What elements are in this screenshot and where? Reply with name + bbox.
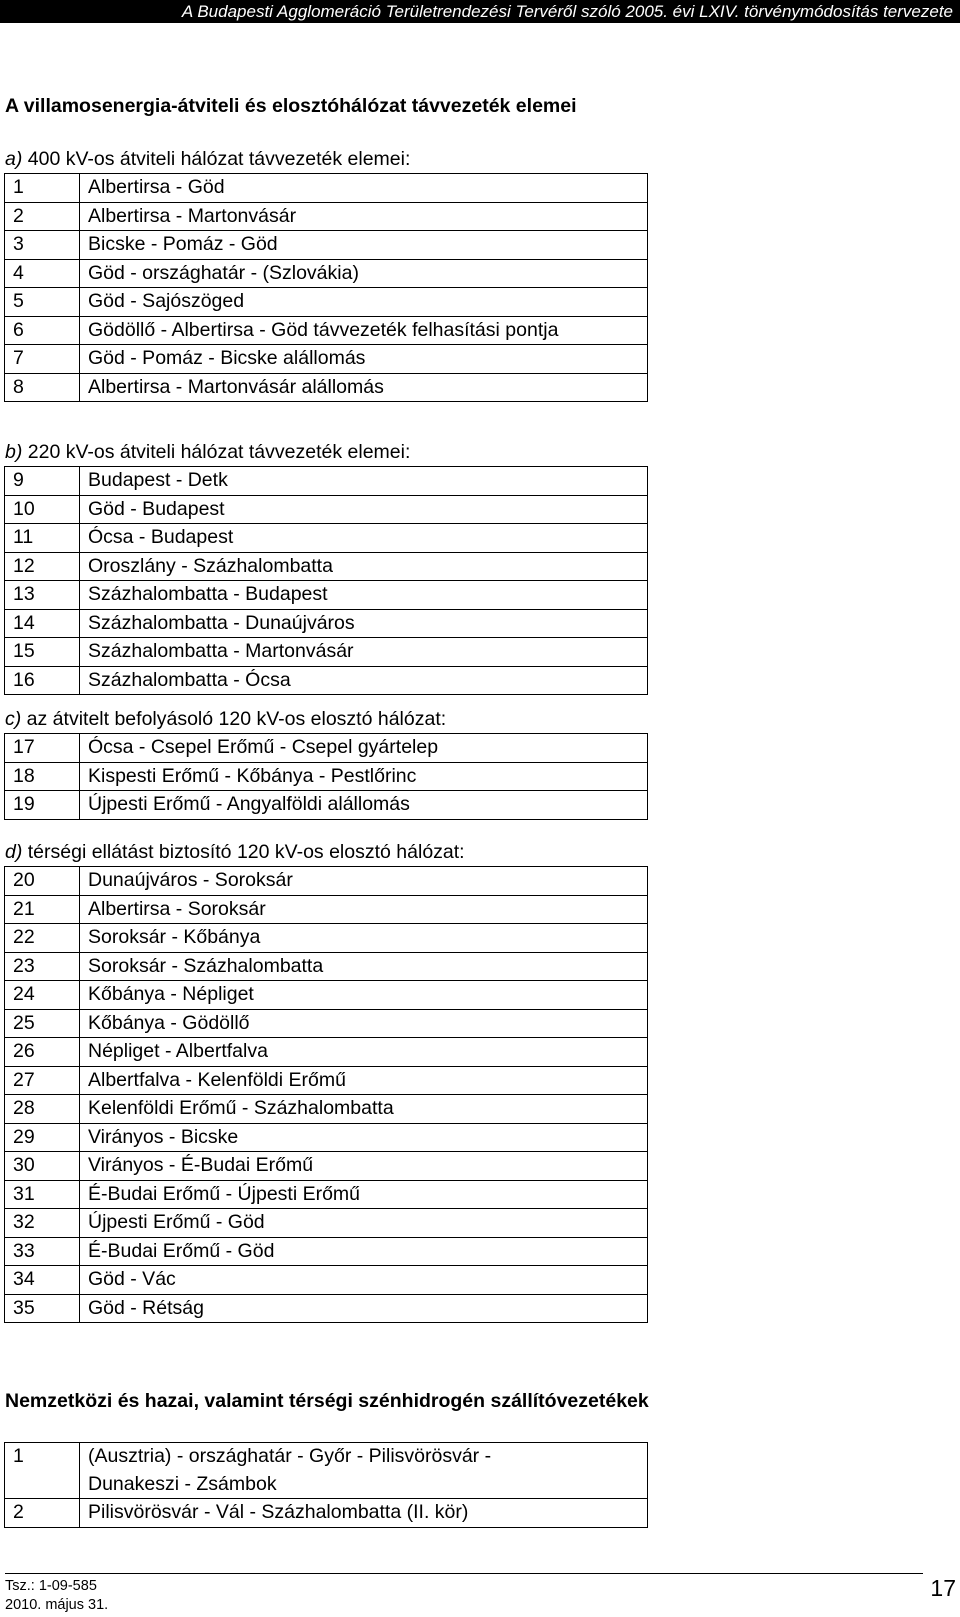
table-row: [5, 1038, 648, 1067]
table-row: [5, 1009, 648, 1038]
row-number: 9: [5, 467, 80, 496]
group-a-table: [4, 173, 648, 402]
row-line-name: Budapest - Detk: [80, 467, 648, 496]
row-line-name: Albertfalva - Kelenföldi Erőmű: [80, 1066, 648, 1095]
table-row: [5, 1443, 648, 1499]
document-header: A Budapesti Agglomeráció Területrendezési Tervéről szóló 2005. évi LXIV. törvénymódosítás tervezete: [0, 0, 960, 23]
pipeline-table: [4, 1442, 648, 1528]
group-a-text: 400 kV-os átviteli hálózat távvezeték elemei:: [22, 148, 411, 170]
row-line-name: Göd - országhatár - (Szlovákia): [80, 259, 648, 288]
group-c-caption: [5, 708, 446, 731]
row-number: 26: [5, 1038, 80, 1067]
group-c-text: az átvitelt befolyásoló 120 kV-os elosztó hálózat:: [21, 708, 447, 730]
row-number: 1: [5, 1443, 80, 1499]
row-line-name: Százhalombatta - Budapest: [80, 581, 648, 610]
table-row: [5, 288, 648, 317]
row-line-name: Kelenföldi Erőmű - Százhalombatta: [80, 1095, 648, 1124]
table-row: [5, 924, 648, 953]
row-line-name: Kőbánya - Népliget: [80, 981, 648, 1010]
row-number: 1: [5, 174, 80, 203]
table-row: [5, 666, 648, 695]
table-row: [5, 1095, 648, 1124]
table-row: [5, 895, 648, 924]
row-line-name: (Ausztria) - országhatár - Győr - Pilisvörösvár - Dunakeszi - Zsámbok: [80, 1443, 648, 1499]
table-row: [5, 259, 648, 288]
table-row: [5, 316, 648, 345]
table-row: [5, 1123, 648, 1152]
table-row: [5, 231, 648, 260]
row-number: 29: [5, 1123, 80, 1152]
row-number: 4: [5, 259, 80, 288]
group-c-table: [4, 733, 648, 820]
row-line-name: Gödöllő - Albertirsa - Göd távvezeték felhasítási pontja: [80, 316, 648, 345]
group-b-table: [4, 466, 648, 695]
row-line-name: Göd - Pomáz - Bicske alállomás: [80, 345, 648, 374]
table-row: [5, 524, 648, 553]
table-row: [5, 981, 648, 1010]
row-number: 24: [5, 981, 80, 1010]
group-d-caption: [5, 841, 465, 864]
table-row: [5, 1180, 648, 1209]
row-line-name: Népliget - Albertfalva: [80, 1038, 648, 1067]
row-line-name: Albertirsa - Soroksár: [80, 895, 648, 924]
row-number: 34: [5, 1266, 80, 1295]
row-line-name: Albertirsa - Martonvásár alállomás: [80, 373, 648, 402]
footer-reference: Tsz.: 1-09-585: [5, 1578, 97, 1594]
table-row: [5, 552, 648, 581]
table-row: [5, 1152, 648, 1181]
table-row: [5, 581, 648, 610]
row-number: 31: [5, 1180, 80, 1209]
table-row: [5, 867, 648, 896]
table-row: [5, 495, 648, 524]
page-number: 17: [930, 1575, 956, 1601]
table-row: [5, 345, 648, 374]
group-d-table: [4, 866, 648, 1323]
row-number: 30: [5, 1152, 80, 1181]
row-number: 7: [5, 345, 80, 374]
footer-date: 2010. május 31.: [5, 1597, 109, 1613]
row-number: 35: [5, 1294, 80, 1323]
row-line-name: Virányos - Bicske: [80, 1123, 648, 1152]
table-row: [5, 1066, 648, 1095]
row-number: 8: [5, 373, 80, 402]
row-line-name: Százhalombatta - Ócsa: [80, 666, 648, 695]
table-row: [5, 952, 648, 981]
row-line-name: Kispesti Erőmű - Kőbánya - Pestlőrinc: [80, 762, 648, 791]
table-row: [5, 202, 648, 231]
footer-info: [5, 1577, 108, 1615]
row-number: 5: [5, 288, 80, 317]
row-line-name: Albertirsa - Martonvásár: [80, 202, 648, 231]
row-line-name: Ócsa - Csepel Erőmű - Csepel gyártelep: [80, 734, 648, 763]
group-d-text: térségi ellátást biztosító 120 kV-os elosztó hálózat:: [22, 841, 465, 863]
row-number: 27: [5, 1066, 80, 1095]
row-line-name: Ócsa - Budapest: [80, 524, 648, 553]
row-number: 16: [5, 666, 80, 695]
table-row: [5, 762, 648, 791]
row-line-name: Újpesti Erőmű - Göd: [80, 1209, 648, 1238]
table-row: [5, 734, 648, 763]
row-number: 21: [5, 895, 80, 924]
row-line-name: Dunaújváros - Soroksár: [80, 867, 648, 896]
row-line-name: Virányos - É-Budai Erőmű: [80, 1152, 648, 1181]
footer-rule: [5, 1573, 923, 1574]
group-d-letter: d): [5, 841, 23, 863]
row-number: 32: [5, 1209, 80, 1238]
row-number: 14: [5, 609, 80, 638]
group-a-caption: [5, 148, 410, 171]
row-line-name: Göd - Rétság: [80, 1294, 648, 1323]
row-line-name: Oroszlány - Százhalombatta: [80, 552, 648, 581]
row-line-name: Bicske - Pomáz - Göd: [80, 231, 648, 260]
row-line-name: Soroksár - Százhalombatta: [80, 952, 648, 981]
table-row: [5, 373, 648, 402]
table-row: [5, 1266, 648, 1295]
table-row: [5, 174, 648, 203]
row-line-name: Százhalombatta - Martonvásár: [80, 638, 648, 667]
row-number: 22: [5, 924, 80, 953]
table-row: [5, 1499, 648, 1528]
row-line-name: Soroksár - Kőbánya: [80, 924, 648, 953]
table-row: [5, 1237, 648, 1266]
row-number: 3: [5, 231, 80, 260]
row-line-name: Albertirsa - Göd: [80, 174, 648, 203]
power-section-title: A villamosenergia-átviteli és elosztóhálózat távvezeték elemei: [5, 95, 577, 117]
row-number: 28: [5, 1095, 80, 1124]
table-row: [5, 1294, 648, 1323]
row-number: 12: [5, 552, 80, 581]
row-number: 23: [5, 952, 80, 981]
group-c-letter: c): [5, 708, 22, 730]
row-number: 18: [5, 762, 80, 791]
row-number: 25: [5, 1009, 80, 1038]
row-line-name: Göd - Budapest: [80, 495, 648, 524]
row-number: 17: [5, 734, 80, 763]
row-line-name: É-Budai Erőmű - Újpesti Erőmű: [80, 1180, 648, 1209]
table-row: [5, 638, 648, 667]
group-b-text: 220 kV-os átviteli hálózat távvezeték elemei:: [22, 441, 411, 463]
row-number: 11: [5, 524, 80, 553]
table-row: [5, 1209, 648, 1238]
row-line-name: Göd - Sajószöged: [80, 288, 648, 317]
row-number: 33: [5, 1237, 80, 1266]
row-number: 19: [5, 791, 80, 820]
group-b-letter: b): [5, 441, 23, 463]
row-line-name: Újpesti Erőmű - Angyalföldi alállomás: [80, 791, 648, 820]
row-number: 13: [5, 581, 80, 610]
row-number: 2: [5, 1499, 80, 1528]
row-number: 20: [5, 867, 80, 896]
table-row: [5, 467, 648, 496]
table-row: [5, 791, 648, 820]
row-number: 10: [5, 495, 80, 524]
pipeline-section-title: Nemzetközi és hazai, valamint térségi szénhidrogén szállítóvezetékek: [5, 1390, 649, 1412]
table-row: [5, 609, 648, 638]
row-number: 6: [5, 316, 80, 345]
row-line-name: Százhalombatta - Dunaújváros: [80, 609, 648, 638]
group-b-caption: [5, 441, 410, 464]
row-number: 15: [5, 638, 80, 667]
row-number: 2: [5, 202, 80, 231]
row-line-name: Kőbánya - Gödöllő: [80, 1009, 648, 1038]
row-line-name: É-Budai Erőmű - Göd: [80, 1237, 648, 1266]
group-a-letter: a): [5, 148, 23, 170]
row-line-name: Pilisvörösvár - Vál - Százhalombatta (II. kör): [80, 1499, 648, 1528]
row-line-name: Göd - Vác: [80, 1266, 648, 1295]
